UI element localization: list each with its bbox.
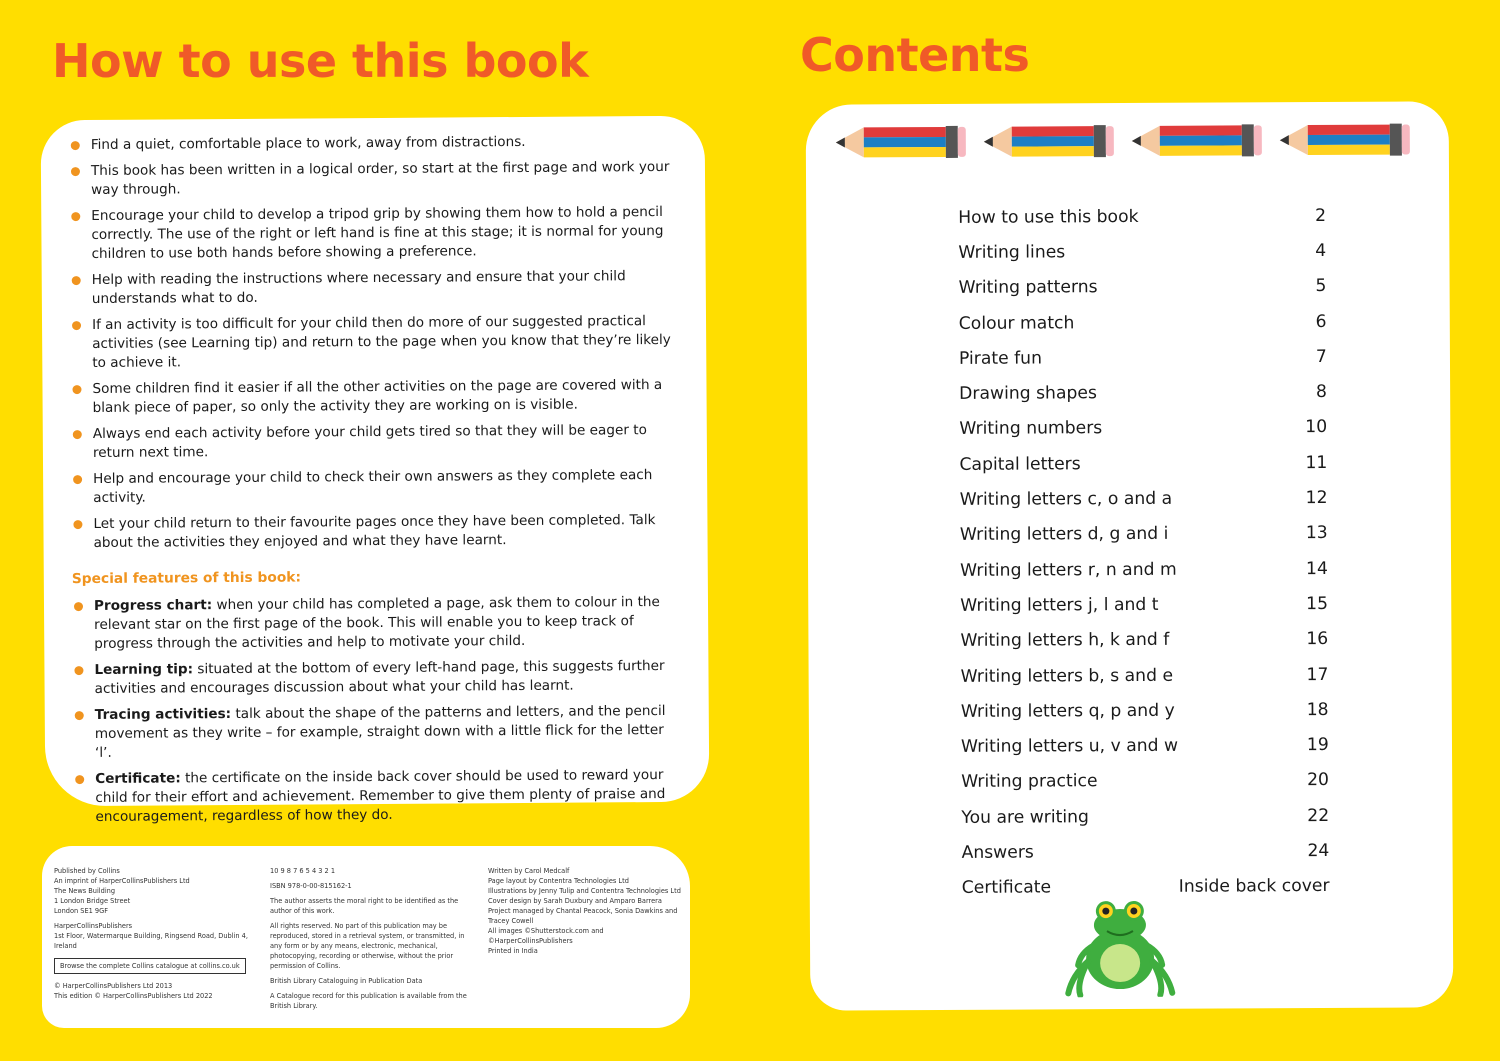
toc-entry-page: 24: [1307, 840, 1330, 862]
feature-term: Certificate:: [95, 770, 181, 787]
toc-entry-page: 7: [1315, 346, 1327, 367]
table-row: [960, 586, 1328, 623]
toc-entry-page: 17: [1306, 664, 1329, 685]
cip-heading: British Library Cataloguing in Publication Data: [270, 977, 423, 985]
feature-text: talk about the shape of the patterns and letters, and the pencil movement as they write – for example, straight down with a little flick for the letter ‘l’.: [94, 702, 666, 761]
feature-item: [73, 702, 683, 763]
feature-item: [72, 593, 682, 654]
toc-entry-page: 2: [1315, 205, 1327, 226]
toc-entry-label: Writing letters q, p and y: [960, 700, 1175, 722]
ireland-address: [54, 921, 254, 951]
imprint-credits-column: [488, 866, 688, 961]
toc-entry-label: You are writing: [961, 806, 1089, 828]
toc-entry-page: 13: [1305, 523, 1328, 544]
toc-entry-page: 22: [1307, 805, 1330, 826]
toc-entry-label: How to use this book: [958, 206, 1139, 228]
feature-term: Progress chart:: [93, 597, 213, 614]
toc-entry-label: Answers: [961, 842, 1034, 863]
toc-entry-page: 20: [1307, 770, 1330, 791]
imprint-line: HarperCollinsPublishers: [54, 922, 133, 930]
toc-entry-page: 15: [1306, 593, 1329, 614]
list-item: Find a quiet, comfortable place to work, away from distractions.: [69, 132, 679, 155]
imprint-line: 1 London Bridge Street: [54, 897, 131, 905]
table-row: [959, 445, 1327, 482]
toc-entry-label: Writing lines: [958, 242, 1066, 263]
print-run: 10 9 8 7 6 5 4 3 2 1: [270, 867, 336, 875]
toc-entry-label: Writing letters j, l and t: [960, 594, 1159, 616]
toc-entry-label: Writing letters c, o and a: [959, 488, 1173, 510]
toc-entry-label: Writing letters b, s and e: [960, 665, 1174, 687]
toc-entry-label: Writing letters h, k and f: [960, 629, 1170, 652]
toc-entry-page: 16: [1306, 629, 1329, 650]
pencil-icon: [1130, 122, 1265, 161]
moral-right: The author asserts the moral right to be identified as the author of this work.: [270, 897, 459, 915]
feature-text: the certificate on the inside back cover should be used to reward your child for their effort and achievement. Remember to give them plenty of praise and encouragement, regardless of how they do.: [95, 766, 666, 825]
page-title-how-to-use: How to use this book: [52, 34, 589, 88]
table-row: [960, 516, 1328, 553]
table-row: [958, 198, 1326, 235]
imprint-line: Project managed by Chantal Peacock, Sonia Dawkins and Tracey Cowell: [488, 907, 678, 925]
feature-text: when your child has completed a page, ask them to colour in the relevant star on the first page of the book. This will enable you to keep track of progress through the activities and help to motivate your child.: [94, 594, 660, 652]
table-of-contents: [958, 198, 1329, 906]
feature-term: Tracing activities:: [94, 706, 232, 723]
toc-entry-page: 6: [1315, 311, 1327, 332]
table-row: [961, 727, 1329, 764]
imprint-line: The News Building: [54, 887, 116, 895]
table-row: [959, 304, 1327, 341]
table-row: [961, 798, 1329, 835]
list-item: Always end each activity before your child gets tired so that they will be eager to return next time.: [71, 421, 681, 463]
imprint-line: All images ©Shutterstock.com and ©HarperCollinsPublishers: [488, 927, 604, 945]
publisher-address: [54, 866, 254, 916]
imprint-line: An imprint of HarperCollinsPublishers Ltd: [54, 877, 190, 885]
frog-illustration: [1062, 899, 1179, 998]
how-to-use-panel: [41, 116, 710, 825]
pencil-icon: [982, 123, 1117, 162]
rights-reserved: All rights reserved. No part of this publication may be reproduced, stored in a retrieval system, or transmitted, in any form or by any means, electronic, mechanical, photocopying, recording or otherwise, without the prior permission of Collins.: [270, 922, 465, 970]
toc-entry-page: 10: [1305, 417, 1328, 438]
imprint-line: This edition © HarperCollinsPublishers Ltd 2022: [54, 992, 213, 1000]
imprint-line: London SE1 9GF: [54, 907, 109, 915]
feature-text: situated at the bottom of every left-hand page, this suggests further activities and encourages discussion about what your child has learnt.: [94, 657, 665, 697]
special-features-heading: Special features of this book:: [71, 569, 302, 588]
toc-entry-page: 11: [1305, 452, 1328, 473]
toc-entry-page: 18: [1306, 699, 1329, 720]
toc-entry-label: Writing letters d, g and i: [959, 524, 1169, 546]
table-row: [959, 374, 1327, 411]
feature-term: Learning tip:: [94, 661, 194, 678]
toc-entry-label: Pirate fun: [958, 348, 1043, 369]
table-row: [960, 551, 1328, 588]
copyright: [54, 981, 254, 1001]
toc-entry-page: 19: [1306, 735, 1329, 756]
table-row: [960, 622, 1328, 659]
list-item: This book has been written in a logical order, so start at the first page and work your way through.: [69, 158, 679, 200]
toc-entry-page: Inside back cover: [1178, 876, 1330, 898]
toc-entry-label: Writing patterns: [958, 277, 1098, 299]
imprint-line: 1st Floor, Watermarque Building, Ringsend Road, Dublin 4, Ireland: [54, 932, 248, 950]
pencil-icon: [1278, 122, 1413, 161]
toc-entry-label: Writing numbers: [959, 418, 1103, 440]
toc-entry-label: Writing letters u, v and w: [960, 735, 1179, 757]
features-list: [72, 593, 684, 827]
imprint-publisher-column: [54, 866, 254, 1006]
contents-panel: [806, 101, 1454, 1010]
toc-entry-page: 5: [1315, 276, 1327, 297]
table-row: [959, 339, 1327, 376]
feature-item: [73, 766, 683, 827]
toc-entry-label: Capital letters: [959, 453, 1081, 475]
toc-entry-page: 4: [1315, 240, 1327, 261]
pencil-row: [834, 121, 1434, 164]
list-item: Let your child return to their favourite pages once they have been completed. Talk about the activities they enjoyed and what they have learnt.: [71, 511, 681, 553]
table-row: [961, 692, 1329, 729]
list-item: If an activity is too difficult for your child then do more of our suggested practical activities (see Learning tip) and return to the page when you know that they’re likely to achieve it.: [70, 312, 680, 373]
page-title-contents: Contents: [800, 28, 1030, 82]
table-row: [959, 410, 1327, 447]
cip-text: A Catalogue record for this publication is available from the British Library.: [270, 992, 467, 1010]
list-item: Some children find it easier if all the other activities on the page are covered with a blank piece of paper, so only the activity they are working on is visible.: [70, 376, 680, 418]
toc-entry-label: Writing letters r, n and m: [960, 559, 1177, 581]
table-row: [961, 657, 1329, 694]
toc-entry-page: 14: [1305, 558, 1328, 579]
imprint-rights-column: [270, 866, 475, 1016]
list-item: Help with reading the instructions where necessary and ensure that your child understands what to do.: [70, 267, 680, 309]
imprint-line: Illustrations by Jenny Tulip and Contentra Technologies Ltd: [488, 887, 681, 895]
toc-entry-label: Drawing shapes: [959, 383, 1097, 405]
imprint-line: Published by Collins: [54, 867, 120, 875]
table-row: [959, 269, 1327, 306]
toc-entry-page: 8: [1315, 382, 1327, 403]
table-row: [960, 480, 1328, 517]
imprint-line: © HarperCollinsPublishers Ltd 2013: [54, 982, 173, 990]
table-row: [958, 233, 1326, 270]
credits: [488, 866, 688, 956]
instructions-list: [69, 132, 682, 553]
feature-item: [72, 657, 682, 699]
imprint-line: Written by Carol Medcalf: [488, 867, 570, 875]
toc-entry-label: Writing practice: [961, 771, 1098, 793]
list-item: Encourage your child to develop a tripod grip by showing them how to hold a pencil correctly. The use of the right or left hand is fine at this stage; it is normal for young children to use both hands before showing a preference.: [69, 203, 679, 264]
imprint-panel: [42, 846, 690, 1028]
table-row: [961, 833, 1329, 870]
catalogue-link[interactable]: Browse the complete Collins catalogue at collins.co.uk: [54, 958, 246, 974]
imprint-line: Printed in India: [488, 947, 538, 955]
isbn: ISBN 978-0-00-815162-1: [270, 882, 352, 890]
toc-entry-page: 12: [1305, 487, 1328, 509]
imprint-line: Page layout by Contentra Technologies Ltd: [488, 877, 629, 885]
toc-entry-label: Certificate: [961, 877, 1052, 899]
list-item: Help and encourage your child to check their own answers as they complete each activity.: [71, 466, 681, 508]
pencil-icon: [834, 124, 969, 163]
table-row: [961, 763, 1329, 800]
toc-entry-label: Colour match: [958, 312, 1075, 334]
imprint-line: Cover design by Sarah Duxbury and Amparo Barrera: [488, 897, 662, 905]
